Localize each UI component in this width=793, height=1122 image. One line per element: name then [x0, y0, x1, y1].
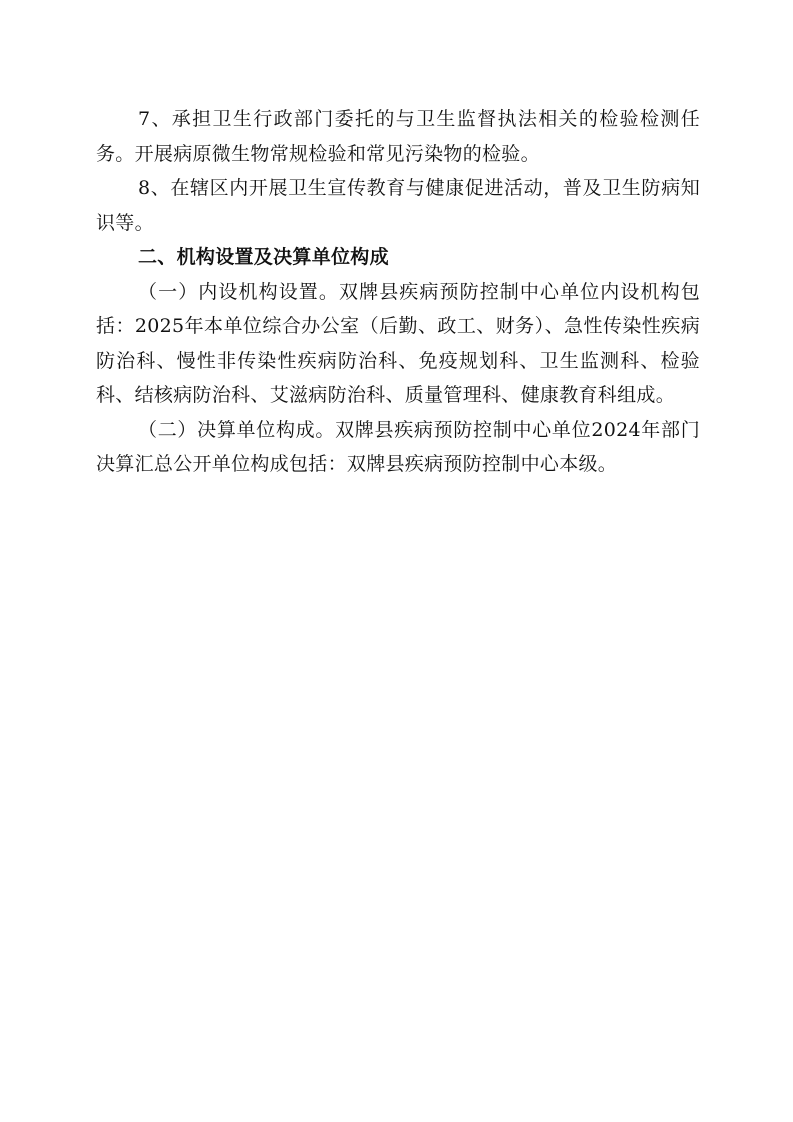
- paragraph-item-8: 8、在辖区内开展卫生宣传教育与健康促进活动，普及卫生防病知识等。: [96, 177, 700, 234]
- paragraph-internal-structure: （一）内设机构设置。双牌县疾病预防控制中心单位内设机构包括：2025年本单位综合办公室（后勤、政工、财务）、急性传染性疾病防治科、慢性非传染性疾病防治科、免疫规划科、卫生监测科、检验科、结核病防治科、艾滋病防治科、质量管理科、健康教育科组成。: [96, 280, 700, 406]
- section-heading: 二、机构设置及决算单位构成: [138, 246, 389, 268]
- document-page: [96, 102, 700, 482]
- paragraph-budget-unit-composition: （二）决算单位构成。双牌县疾病预防控制中心单位2024年部门决算汇总公开单位构成包括：双牌县疾病预防控制中心本级。: [96, 418, 700, 475]
- paragraph-item-7: 7、承担卫生行政部门委托的与卫生监督执法相关的检验检测任务。开展病原微生物常规检验和常见污染物的检验。: [96, 108, 700, 165]
